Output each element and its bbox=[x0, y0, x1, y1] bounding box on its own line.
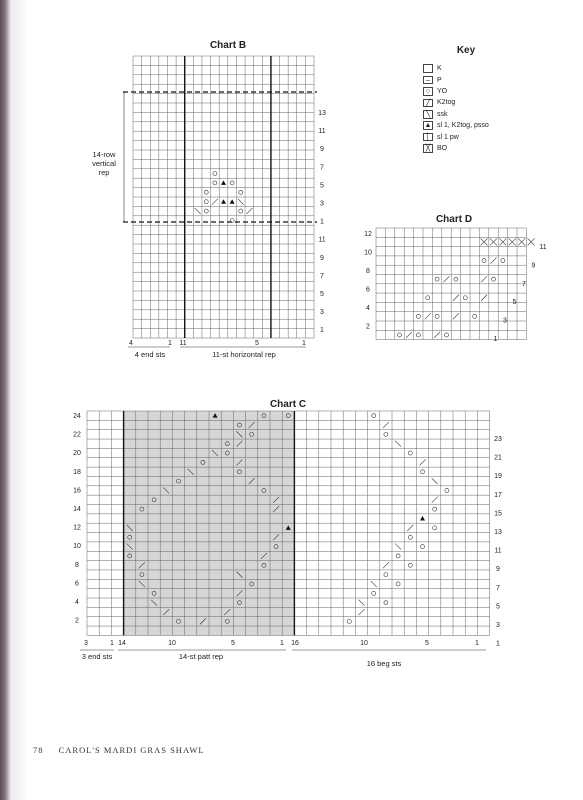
chart-c-stitch-ssk bbox=[359, 600, 365, 606]
chart-c-row-label: 24 bbox=[73, 413, 81, 420]
chart-c-col-label: 14 bbox=[118, 640, 126, 647]
key-label: P bbox=[437, 76, 442, 84]
chart-b-row-label: 5 bbox=[320, 291, 324, 298]
chart-b-row-label: 1 bbox=[320, 327, 324, 335]
chart-c-stitch-yo bbox=[433, 507, 437, 511]
chart-b-rep-label: rep bbox=[98, 168, 110, 177]
bind-off-icon: ╳ bbox=[423, 144, 433, 153]
chart-c-stitch-yo bbox=[396, 582, 400, 586]
chart-d-stitch-k2tog bbox=[444, 276, 450, 282]
chart-b-stitch-yo bbox=[230, 219, 234, 223]
chart-c-row-label: 17 bbox=[494, 491, 502, 499]
chart-c-stitch-ssk bbox=[432, 478, 438, 484]
chart-c-row-label: 10 bbox=[73, 543, 81, 551]
chart-c-row-label: 5 bbox=[496, 603, 500, 611]
chart-d-stitch-yo bbox=[473, 314, 477, 318]
chart-b-col-label: 5 bbox=[255, 340, 259, 347]
chart-c-stitch-yo bbox=[372, 591, 376, 595]
chart-c-stitch-yo bbox=[372, 414, 376, 418]
chart-b-row-label: 3 bbox=[320, 309, 324, 317]
chart-b-horiz-rep: 11-st horizontal rep bbox=[212, 350, 276, 359]
chart-c-col-label: 10 bbox=[360, 640, 368, 647]
chart-d-stitch-k2tog bbox=[434, 332, 440, 338]
chart-d-stitch-yo bbox=[454, 277, 458, 281]
chart-c-row-label: 3 bbox=[496, 622, 500, 629]
slip-purlwise-icon: │ bbox=[423, 133, 433, 142]
chart-b-stitch-yo bbox=[204, 209, 208, 213]
key-title: Key bbox=[456, 45, 476, 56]
chart-b-stitch-yo bbox=[204, 190, 208, 194]
chart-d-stitch-k2tog bbox=[481, 295, 487, 301]
chart-b-row-label: 9 bbox=[320, 254, 324, 262]
chart-b-row-label: 7 bbox=[320, 164, 324, 172]
chart-b-rep-label: vertical bbox=[92, 159, 116, 168]
chart-b-stitch-yo bbox=[230, 181, 234, 185]
chart-d-row-label: 6 bbox=[366, 286, 370, 294]
chart-d-stitch-yo bbox=[445, 333, 449, 337]
chart-b-stitch-k2tog bbox=[246, 208, 252, 214]
chart-c-row-label: 23 bbox=[494, 436, 502, 443]
chart-c-row-label: 4 bbox=[75, 599, 79, 606]
chart-d-stitch-yo bbox=[416, 333, 420, 337]
chart-c-row-label: 13 bbox=[494, 529, 502, 536]
chart-c-stitch-yo bbox=[421, 470, 425, 474]
chart-c-stitch-yo bbox=[384, 573, 388, 577]
chart-d-stitch-yo bbox=[501, 259, 505, 263]
key-label: BO bbox=[437, 144, 448, 152]
chart-c-stitch-ssk bbox=[371, 581, 377, 587]
chart-d-stitch-yo bbox=[416, 314, 420, 318]
chart-b-col-label: 1 bbox=[168, 340, 172, 347]
chart-b-col-label: 4 bbox=[129, 340, 133, 347]
chart-c-col-label: 1 bbox=[280, 640, 284, 647]
chart-c-col-label: 3 bbox=[84, 640, 88, 647]
double-decrease-icon: ▲ bbox=[424, 122, 432, 130]
chart-b-stitch-dec bbox=[221, 199, 226, 204]
chart-b-stitch-yo bbox=[239, 209, 243, 213]
chart-c-col-label: 10 bbox=[168, 640, 176, 647]
page-number: 78 bbox=[33, 745, 44, 755]
chart-c-stitch-yo bbox=[347, 619, 351, 623]
chart-d-row-label: 10 bbox=[364, 249, 372, 257]
chart-c-row-label: 21 bbox=[494, 454, 502, 462]
chart-b-end-sts: 4 end sts bbox=[134, 350, 166, 359]
chart-b-rep-label: 14-row bbox=[92, 150, 116, 159]
chart-b-row-label: 5 bbox=[320, 182, 324, 190]
chart-d-stitch-yo bbox=[426, 296, 430, 300]
chart-b-stitch-yo bbox=[239, 190, 243, 194]
chart-c-stitch-dec bbox=[420, 516, 425, 521]
chart-c-row-label: 11 bbox=[494, 547, 502, 555]
chart-c-stitch-yo bbox=[384, 601, 388, 605]
chart-c-row-label: 15 bbox=[494, 510, 502, 518]
chart-c-row-label: 1 bbox=[496, 640, 500, 648]
chart-d-stitch-yo bbox=[435, 314, 439, 318]
chart-b-row-label: 1 bbox=[320, 218, 324, 226]
chart-b-stitch-ssk bbox=[238, 199, 244, 205]
chart-c-row-label: 9 bbox=[496, 566, 500, 574]
chart-c-stitch-yo bbox=[408, 563, 412, 567]
key-label: sl 1 pw bbox=[437, 133, 459, 141]
chart-b-row-label: 3 bbox=[320, 200, 324, 208]
key-label: K2tog bbox=[437, 99, 456, 107]
chart-c-row-label: 8 bbox=[75, 561, 79, 569]
chart-d-stitch-yo bbox=[435, 277, 439, 281]
purl-symbol-icon: – bbox=[423, 76, 433, 85]
chart-c-stitch-yo bbox=[445, 488, 449, 492]
chart-b-row-label: 11 bbox=[318, 128, 326, 136]
chart-d-row-label: 5 bbox=[512, 299, 517, 307]
chart-b-row-label: 13 bbox=[318, 110, 326, 117]
chart-d-stitch-yo bbox=[463, 296, 467, 300]
k2tog-icon: ╱ bbox=[423, 99, 433, 108]
chart-c-col-label: 1 bbox=[475, 640, 479, 647]
chart-c-stitch-k2tog bbox=[383, 562, 389, 568]
chart-b-stitch-dec bbox=[221, 180, 226, 185]
ssk-icon: ╲ bbox=[423, 110, 433, 119]
chart-d-stitch-k2tog bbox=[481, 276, 487, 282]
chart-c-row-label: 6 bbox=[75, 580, 79, 588]
chart-c-title: Chart C bbox=[269, 399, 307, 410]
chart-d-stitch-k2tog bbox=[425, 313, 431, 319]
chart-c-end-sts: 3 end sts bbox=[81, 652, 113, 661]
chart-d-row-label: 8 bbox=[366, 268, 370, 275]
chart-b-row-label: 7 bbox=[320, 272, 324, 280]
chart-c-stitch-yo bbox=[384, 432, 388, 436]
chart-d-row-label: 11 bbox=[539, 244, 547, 251]
chart-c-row-label: 12 bbox=[73, 524, 81, 532]
key-label: ssk bbox=[437, 110, 448, 118]
key-label: K bbox=[437, 65, 442, 73]
page-footer bbox=[33, 745, 217, 755]
chart-c-stitch-yo bbox=[433, 526, 437, 530]
chart-b-row-label: 9 bbox=[320, 146, 324, 154]
chart-d-stitch-k2tog bbox=[406, 332, 412, 338]
chart-d-stitch-yo bbox=[482, 259, 486, 263]
chart-c-stitch-ssk bbox=[395, 441, 401, 447]
chart-c-beg-sts: 16 beg sts bbox=[366, 659, 402, 668]
chart-d-row-label: 2 bbox=[366, 323, 370, 331]
chart-c-stitch-k2tog bbox=[407, 525, 413, 531]
chart-b-bracket bbox=[124, 92, 128, 222]
chart-d-stitch-k2tog bbox=[491, 258, 497, 264]
chart-d-row-label: 1 bbox=[493, 336, 498, 343]
key-label: sl 1, K2tog, psso bbox=[437, 122, 489, 130]
chart-c-stitch-yo bbox=[421, 545, 425, 549]
running-title: CAROL'S MARDI GRAS SHAWL bbox=[58, 745, 205, 755]
chart-c-row-label: 18 bbox=[73, 468, 81, 476]
chart-c-row-label: 16 bbox=[73, 487, 81, 495]
chart-c-stitch-k2tog bbox=[432, 497, 438, 503]
chart-c-row-label: 20 bbox=[73, 450, 81, 458]
chart-c-stitch-yo bbox=[396, 554, 400, 558]
chart-d-row-label: 3 bbox=[503, 317, 507, 325]
chart-c-row-label: 2 bbox=[75, 617, 79, 625]
chart-c-row-label: 19 bbox=[494, 473, 502, 481]
chart-c-stitch-k2tog bbox=[359, 609, 365, 615]
chart-c-col-label: 5 bbox=[425, 640, 429, 647]
chart-c-col-label: 5 bbox=[231, 640, 235, 647]
chart-b-title: Chart B bbox=[209, 40, 247, 51]
yarn-over-icon: ○ bbox=[423, 87, 433, 96]
chart-c-stitch-k2tog bbox=[383, 422, 389, 428]
chart-c-col-label: 1 bbox=[110, 640, 114, 647]
chart-b-stitch-dec bbox=[230, 199, 235, 204]
chart-b-stitch-yo bbox=[213, 172, 217, 176]
chart-b-stitch-yo bbox=[204, 200, 208, 204]
chart-d-row-label: 9 bbox=[531, 262, 536, 270]
chart-c-row-label: 14 bbox=[73, 506, 81, 513]
chart-b-row-label: 11 bbox=[318, 236, 326, 244]
chart-c-col-label: 16 bbox=[291, 640, 299, 647]
chart-b-stitch-ssk bbox=[195, 208, 201, 214]
chart-d-stitch-yo bbox=[398, 333, 402, 337]
chart-c-stitch-ssk bbox=[395, 544, 401, 550]
chart-b-col-label: 1 bbox=[302, 340, 306, 347]
chart-c-stitch-yo bbox=[408, 535, 412, 539]
chart-d-row-label: 4 bbox=[366, 305, 370, 312]
chart-d-row-label: 7 bbox=[522, 280, 526, 288]
chart-c-stitch-k2tog bbox=[420, 459, 426, 465]
chart-c-row-label: 7 bbox=[496, 584, 500, 592]
chart-c-patt-rep: 14-st patt rep bbox=[178, 652, 224, 661]
chart-d-stitch-k2tog bbox=[453, 313, 459, 319]
chart-b-col-label: 11 bbox=[179, 340, 187, 347]
chart-c-stitch-yo bbox=[408, 451, 412, 455]
chart-b-stitch-k2tog bbox=[212, 199, 218, 205]
chart-d-stitch-yo bbox=[492, 277, 496, 281]
chart-d-row-label: 12 bbox=[364, 231, 372, 238]
chart-d-stitch-k2tog bbox=[453, 295, 459, 301]
chart-d-title: Chart D bbox=[435, 214, 473, 225]
key-label: YO bbox=[437, 87, 448, 95]
chart-b-stitch-yo bbox=[213, 181, 217, 185]
chart-c-row-label: 22 bbox=[73, 431, 81, 439]
